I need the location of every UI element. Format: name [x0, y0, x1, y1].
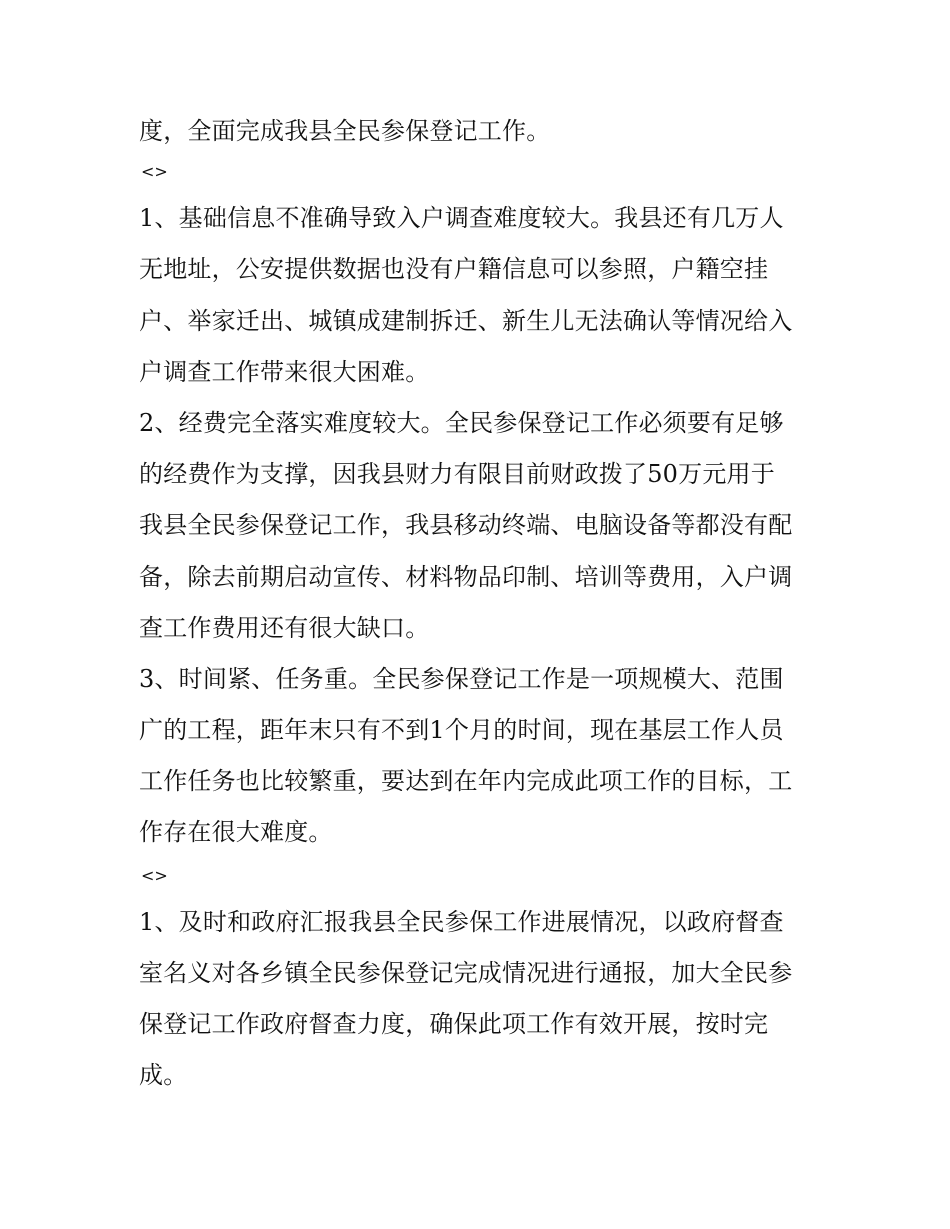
paragraph-line: 广的工程，距年末只有不到1个月的时间，现在基层工作人员: [139, 716, 784, 745]
section-marker: <>: [141, 162, 168, 182]
paragraph-line: 3、时间紧、任务重。全民参保登记工作是一项规模大、范围: [139, 664, 784, 693]
paragraph-line: 无地址，公安提供数据也没有户籍信息可以参照，户籍空挂: [139, 255, 769, 284]
problem-paragraph-2: [139, 398, 819, 654]
paragraph-line: 1、及时和政府汇报我县全民参保工作进展情况，以政府督查: [139, 907, 784, 936]
paragraph-line: 工作任务也比较繁重，要达到在年内完成此项工作的目标，工: [139, 767, 793, 796]
paragraph-line: 成。: [139, 1061, 188, 1090]
problem-paragraph-1: [139, 193, 819, 398]
paragraph-line: 保登记工作政府督查力度，确保此项工作有效开展，按时完: [139, 1010, 769, 1038]
document-body: [139, 106, 819, 1101]
paragraph-line: 我县全民参保登记工作，我县移动终端、电脑设备等都没有配: [139, 511, 793, 540]
section-marker: <>: [141, 865, 168, 885]
paragraph-line: 备，除去前期启动宣传、材料物品印制、培训等费用，入户调: [139, 562, 793, 591]
paragraph-line: 室名义对各乡镇全民参保登记完成情况进行通报，加大全民参: [139, 958, 793, 987]
paragraph-line: 2、经费完全落实难度较大。全民参保登记工作必须要有足够: [139, 408, 784, 437]
paragraph-line: 作存在很大难度。: [139, 818, 333, 847]
paragraph-line: 查工作费用还有很大缺口。: [139, 613, 430, 642]
intro-line: 度，全面完成我县全民参保登记工作。: [139, 117, 551, 145]
problem-paragraph-3: [139, 654, 819, 859]
paragraph-line: 1、基础信息不准确导致入户调查难度较大。我县还有几万人: [139, 204, 784, 233]
paragraph-line: 户调查工作带来很大困难。: [139, 357, 430, 386]
paragraph-line: 户、举家迁出、城镇成建制拆迁、新生儿无法确认等情况给入: [139, 306, 793, 335]
measure-paragraph-1: [139, 897, 819, 1102]
paragraph-line: 的经费作为支撑，因我县财力有限目前财政拨了50万元用于: [139, 460, 775, 489]
